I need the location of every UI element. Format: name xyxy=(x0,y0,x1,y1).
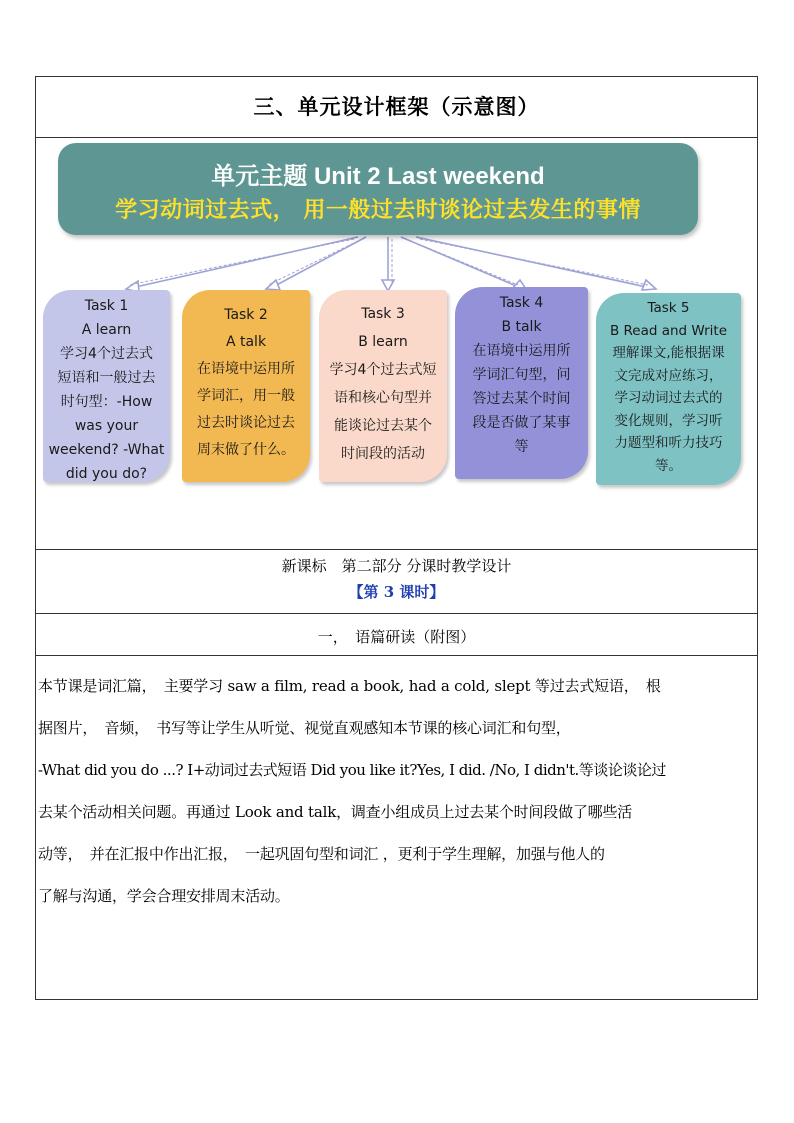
task-line: did you do? xyxy=(65,466,148,482)
task-line: 能谈论过去某个 xyxy=(334,418,432,434)
arrow-to-task4 xyxy=(401,237,521,288)
task-line: B Read and Write xyxy=(609,322,728,339)
task-line: was your xyxy=(74,418,139,434)
task-card-4 xyxy=(455,287,588,479)
task-line: 学习4个过去式 xyxy=(60,346,153,362)
task-line: 在语境中运用所 xyxy=(472,343,571,359)
task-line: 等 xyxy=(514,439,529,455)
task-line: A talk xyxy=(225,334,267,350)
text-line: 了解与沟通，学会合理安排周末活动。 xyxy=(38,887,290,905)
task-line: 学词汇句型，问 xyxy=(472,367,571,383)
task-line: B learn xyxy=(358,334,408,350)
unit-theme: 单元主题 Unit 2 Last weekend xyxy=(211,163,545,190)
task-line: 在语境中运用所 xyxy=(197,361,295,377)
task-line: 学习动词过去式的 xyxy=(614,390,723,406)
task-line: 时句型：-How xyxy=(60,394,153,410)
text-line: 据图片， 音频， 书写等让学生从听觉、视觉直观感知本节课的核心词汇和句型， xyxy=(38,719,571,737)
task-line: 学习4个过去式短 xyxy=(329,362,437,378)
task-line: Task 4 xyxy=(499,295,544,311)
design-table xyxy=(35,76,758,1000)
lesson-analysis-text xyxy=(38,665,755,917)
task-line: 等。 xyxy=(655,457,682,474)
unit-banner xyxy=(58,143,698,235)
divider xyxy=(36,549,757,550)
arrow-to-task2 xyxy=(271,237,366,288)
task-line: 理解课文,能根据课 xyxy=(612,345,725,361)
task-line: A learn xyxy=(81,322,132,338)
task-line: 学词汇，用一般 xyxy=(197,388,295,404)
task-line: Task 3 xyxy=(361,306,405,322)
text-line: 动等， 并在汇报中作出汇报， 一起巩固句型和词汇 ，更利于学生理解，加强与他人的 xyxy=(38,845,605,863)
task-card-3 xyxy=(319,290,447,482)
divider xyxy=(36,613,757,614)
task-line: 段是否做了某事 xyxy=(472,415,571,431)
lesson-marker: 【第 3 课时】 xyxy=(348,583,445,601)
task-line: 时间段的活动 xyxy=(341,446,425,462)
text-line: 本节课是词汇篇， 主要学习 saw a film, read a book, had a cold, slept 等过去式短语， 根 xyxy=(38,677,661,695)
task-line: 答过去某个时间 xyxy=(472,391,571,407)
task-line: 力题型和听力技巧 xyxy=(614,435,723,451)
task-line: 过去时谈论过去 xyxy=(197,415,295,431)
task-line: Task 2 xyxy=(224,307,268,323)
divider xyxy=(36,655,757,656)
part-heading: 新课标 第二部分 分课时教学设计 xyxy=(281,557,512,575)
text-line: -What did you do ...? I+动词过去式短语 Did you like it?Yes, I did. /No, I didn't.等谈论谈论过 xyxy=(38,761,666,779)
task-line: 周末做了什么。 xyxy=(197,442,295,458)
section-title: 三、单元设计框架（示意图） xyxy=(253,94,540,119)
task-card-5 xyxy=(596,293,741,485)
task-line: B talk xyxy=(501,319,542,335)
task-line: 短语和一般过去 xyxy=(57,370,156,386)
task-card-1 xyxy=(43,290,170,482)
arrow-to-task5 xyxy=(416,237,651,288)
subsection-title: 一， 语篇研读（附图） xyxy=(317,628,476,646)
text-line: 去某个活动相关问题。再通过 Look and talk，调查小组成员上过去某个时间段做了哪些活 xyxy=(38,803,633,821)
unit-goal: 学习动词过去式， 用一般过去时谈论过去发生的事情 xyxy=(115,198,641,223)
task-line: Task 5 xyxy=(647,300,690,316)
task-line: 文完成对应练习， xyxy=(614,367,723,384)
task-card-2 xyxy=(182,290,310,482)
task-line: weekend? -What xyxy=(48,442,165,458)
task-line: Task 1 xyxy=(84,298,129,314)
task-line: 语和核心句型并 xyxy=(334,390,432,406)
task-line: 变化规则，学习听 xyxy=(614,412,723,429)
